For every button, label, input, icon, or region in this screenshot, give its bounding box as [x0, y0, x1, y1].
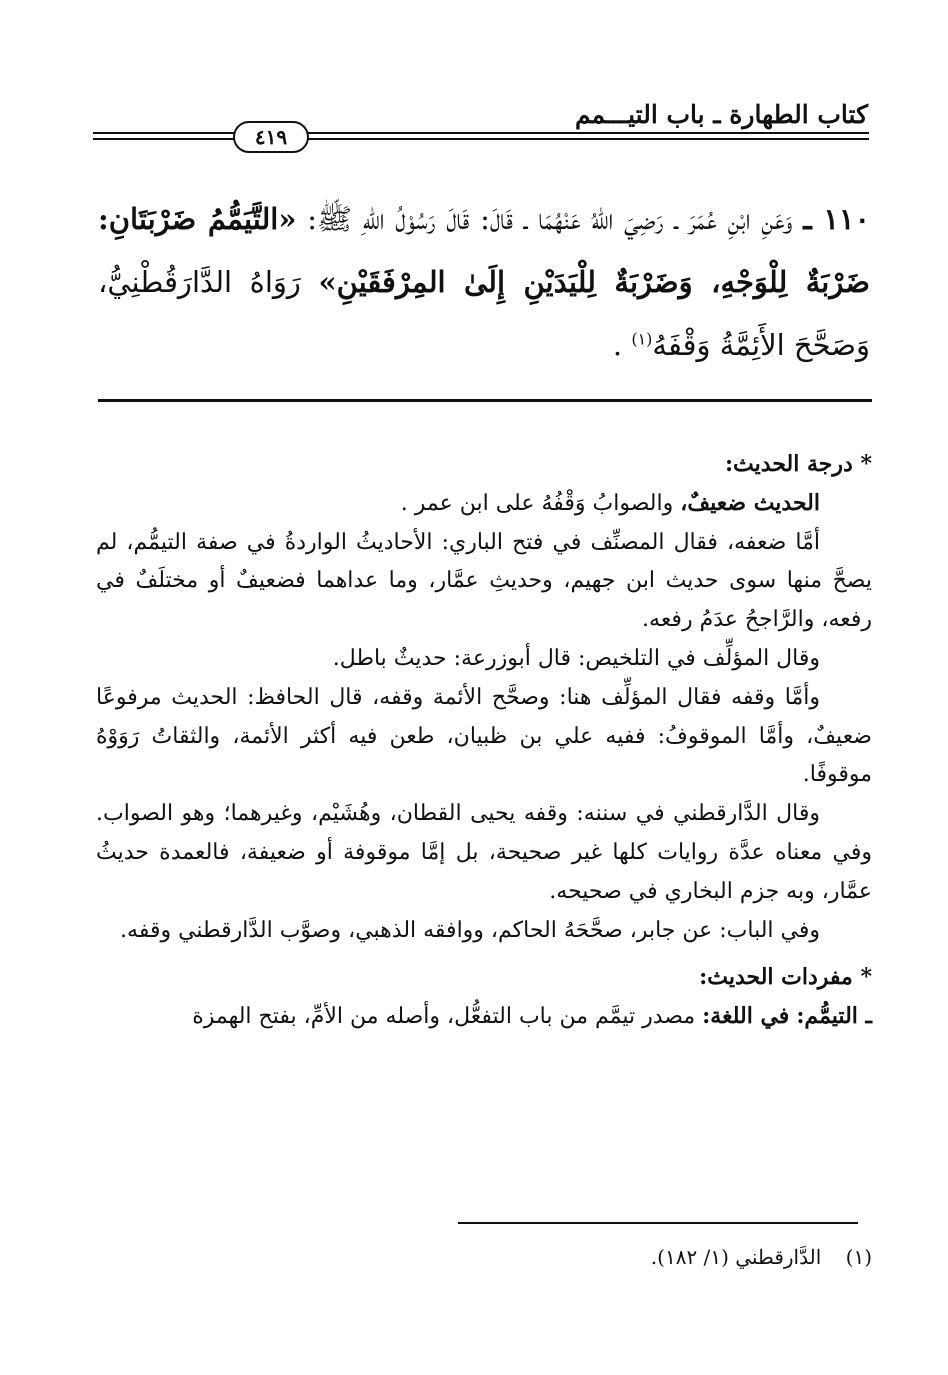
hadith-narration: رَوَاهُ الدَّارَقُطْنِيُّ، وَصَحَّحَ الأَئِمَّةُ وَقْفَهُ	[98, 265, 870, 362]
grade-paragraph-4: وقال الدَّارقطني في سننه: وقفه يحيى القطان، وهُشَيْم، وغيرهما؛ وهو الصواب. وفي معناه عدَّة روايات كلها غير صحيحة، بل إمَّا موقوفة أو ضعيفة، فالعمدة حديثُ عمَّار، وبه جزم البخاري في صحيحه.	[96, 801, 873, 904]
grade-paragraph-3: وأمَّا وقفه فقال المؤلِّف هنا: وصحَّح الأئمة وقفه، قال الحافظ: الحديث مرفوعًا ضعيفٌ، وأمَّا الموقوفُ: ففيه علي بن ظبيان، طعن فيه أكثر الأئمة، والثقاتُ رَوَوْهُ موقوفًا.	[96, 684, 872, 788]
running-header: كتاب الطهارة ـ باب التيـــمم	[575, 100, 868, 129]
vocab-heading: * مفردات الحديث:	[699, 964, 872, 991]
footnote-mark: (١)	[845, 1245, 872, 1269]
header-rule-bottom	[93, 138, 869, 140]
vocab-sub: في اللغة:	[702, 1003, 790, 1030]
grade-verdict-bold: الحديث ضعيفٌ،	[680, 489, 820, 516]
footnote-rule	[458, 1222, 858, 1224]
page-number: ٤١٩	[233, 121, 309, 153]
footnote-text: الدَّارقطني (١/ ١٨٢).	[650, 1245, 822, 1269]
grade-paragraph-2: وقال المؤلِّف في التلخيص: قال أبوزرعة: حديثٌ باطل.	[332, 645, 820, 671]
vocab-entry	[96, 997, 872, 1037]
hadith-quote: «التَّيَمُّمُ ضَرْبَتَانِ: ضَرْبَةٌ لِلْوَجْهِ، وَضَرْبَةٌ لِلْيَدَيْنِ إِلَىٰ المِرْفَقَيْنِ»	[98, 202, 870, 299]
footnote	[96, 1242, 872, 1272]
vocab-text: مصدر تيمَّم من باب التفعُّل، وأصله من الأمِّ، بفتح الهمزة	[192, 1004, 696, 1030]
grade-heading: * درجة الحديث:	[724, 451, 872, 477]
grade-verdict	[96, 484, 872, 524]
hadith-text	[98, 188, 870, 377]
hadith-number: ١١٠ ـ	[803, 202, 871, 236]
grade-paragraph-1: أمَّا ضعفه، فقال المصنِّف في فتح الباري: الأحاديثُ الواردةُ في صفة التيمُّم، لم يصحَّ منها سوى حديث ابن جهيم، وحديثِ عمَّار، وما عداهما فضعيفٌ أو مختلَفٌ في رفعه، والرَّاجحُ عدَمُ رفعه.	[96, 529, 872, 633]
vocab-term: ـ التيمُّم:	[796, 1003, 872, 1030]
section-divider	[98, 399, 872, 402]
header-rule-top	[93, 132, 869, 134]
grade-verdict-rest: والصوابُ وَقْفُهُ على ابن عمر .	[400, 490, 674, 516]
grade-paragraph-5: وفي الباب: عن جابر، صحَّحَهُ الحاكم، ووافقه الذهبي، وصوَّب الدَّارقطني وقفه.	[120, 917, 820, 943]
hadith-end: .	[612, 328, 623, 362]
footnote-ref: (١)	[631, 329, 653, 349]
hadith-intro: وَعَنِ ابْنِ عُمَرَ ـ رَضِيَ اللهُ عَنْهُمَا ـ قَالَ: قَالَ رَسُوْلُ اللهِ ﷺ:	[307, 202, 793, 236]
commentary	[96, 445, 872, 1037]
spacer	[96, 950, 872, 958]
